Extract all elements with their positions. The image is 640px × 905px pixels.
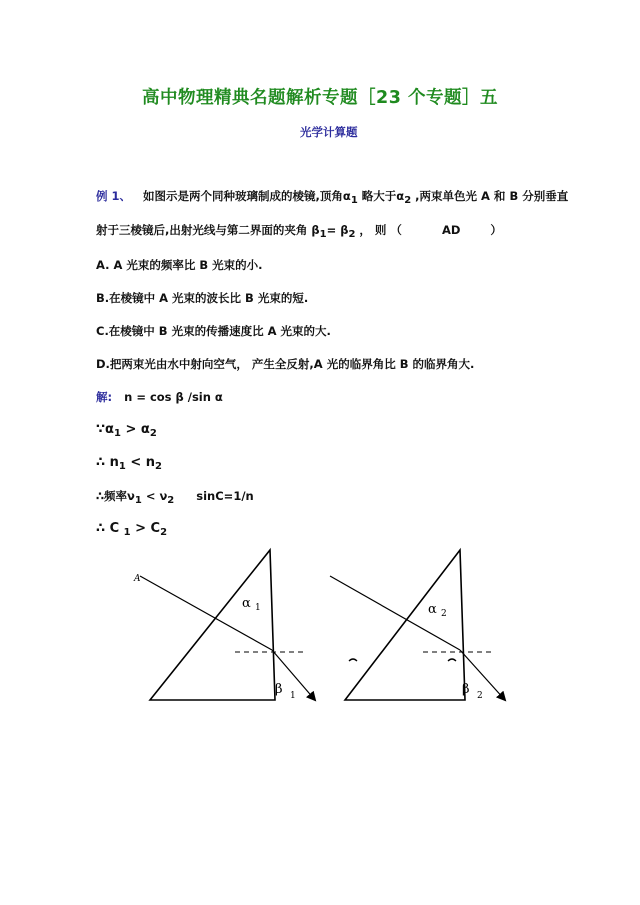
subscript: 1 — [123, 527, 131, 538]
example-line-2 — [96, 222, 502, 240]
example-text: ,两束单色光 A 和 B 分别垂直 — [411, 189, 569, 203]
solution-line-5 — [96, 521, 167, 538]
option-d: D.把两束光由水中射向空气， 产生全反射,A 光的临界角比 B 的临界角大. — [96, 357, 475, 371]
option-b: B.在棱镜中 A 光束的波长比 B 光束的短. — [96, 291, 309, 305]
right-beta-label: β — [462, 682, 470, 697]
left-alpha-sub: 1 — [255, 603, 261, 613]
solution-text: ∴ C — [96, 521, 124, 536]
subscript: 2 — [404, 195, 412, 206]
prism-figure — [120, 540, 520, 720]
left-ray-label: A — [134, 574, 141, 584]
left-incident-ray — [140, 576, 272, 650]
example-text: = β — [326, 223, 349, 237]
example-line-1 — [96, 188, 568, 206]
right-ray-mark — [448, 659, 456, 661]
left-prism — [133, 550, 315, 701]
solution-text: > C — [130, 521, 161, 536]
left-beta-sub: 1 — [290, 691, 296, 701]
solution-formula: n = cos β /sin α — [124, 390, 223, 404]
solution-line-2 — [96, 422, 157, 439]
solution-text: ∵α — [96, 422, 114, 437]
left-beta-label: β — [275, 682, 283, 697]
example-text: 如图示是两个同种玻璃制成的棱镜,顶角α — [143, 189, 351, 203]
subscript: 2 — [160, 527, 168, 538]
right-prism-outline — [345, 550, 465, 700]
right-ray-mark — [349, 659, 357, 661]
example-label: 例 1、 — [96, 189, 132, 203]
solution-text: ∴ n — [96, 455, 119, 470]
subscript: 1 — [113, 428, 121, 439]
subscript: 2 — [149, 428, 157, 439]
right-alpha-sub: 2 — [441, 609, 447, 619]
example-text: ） — [490, 223, 502, 237]
subscript: 1 — [319, 229, 327, 240]
page-title: 高中物理精典名题解析专题［23 个专题］五 — [142, 88, 498, 108]
example-text: 射于三棱镜后,出射光线与第二界面的夹角 β — [96, 223, 320, 237]
subscript: 2 — [348, 229, 356, 240]
solution-text: < ν — [141, 489, 168, 503]
solution-text: < n — [125, 455, 155, 470]
subscript: 1 — [350, 195, 358, 206]
right-prism — [330, 550, 505, 701]
subscript: 1 — [134, 495, 142, 506]
solution-line-3 — [96, 455, 162, 472]
section-subtitle: 光学计算题 — [300, 125, 358, 139]
left-prism-outline — [150, 550, 275, 700]
right-beta-sub: 2 — [477, 691, 483, 701]
solution-text: sinC=1/n — [192, 489, 254, 503]
left-alpha-label: α — [242, 596, 251, 611]
subscript: 2 — [155, 461, 162, 472]
option-c: C.在棱镜中 B 光束的传播速度比 A 光束的大. — [96, 324, 331, 338]
answer: AD — [441, 223, 461, 237]
solution-line-4 — [96, 488, 254, 506]
solution-line-1 — [96, 389, 223, 405]
solution-label: 解: — [96, 390, 113, 404]
option-a: A. A 光束的频率比 B 光束的小. — [96, 258, 263, 272]
right-alpha-label: α — [428, 602, 437, 617]
solution-text: > α — [120, 422, 150, 437]
subscript: 2 — [167, 495, 175, 506]
solution-text: ∴频率ν — [96, 489, 135, 503]
subscript: 1 — [118, 461, 126, 472]
example-text: ， 则 （ — [355, 223, 402, 237]
example-text: 略大于α — [357, 189, 405, 203]
